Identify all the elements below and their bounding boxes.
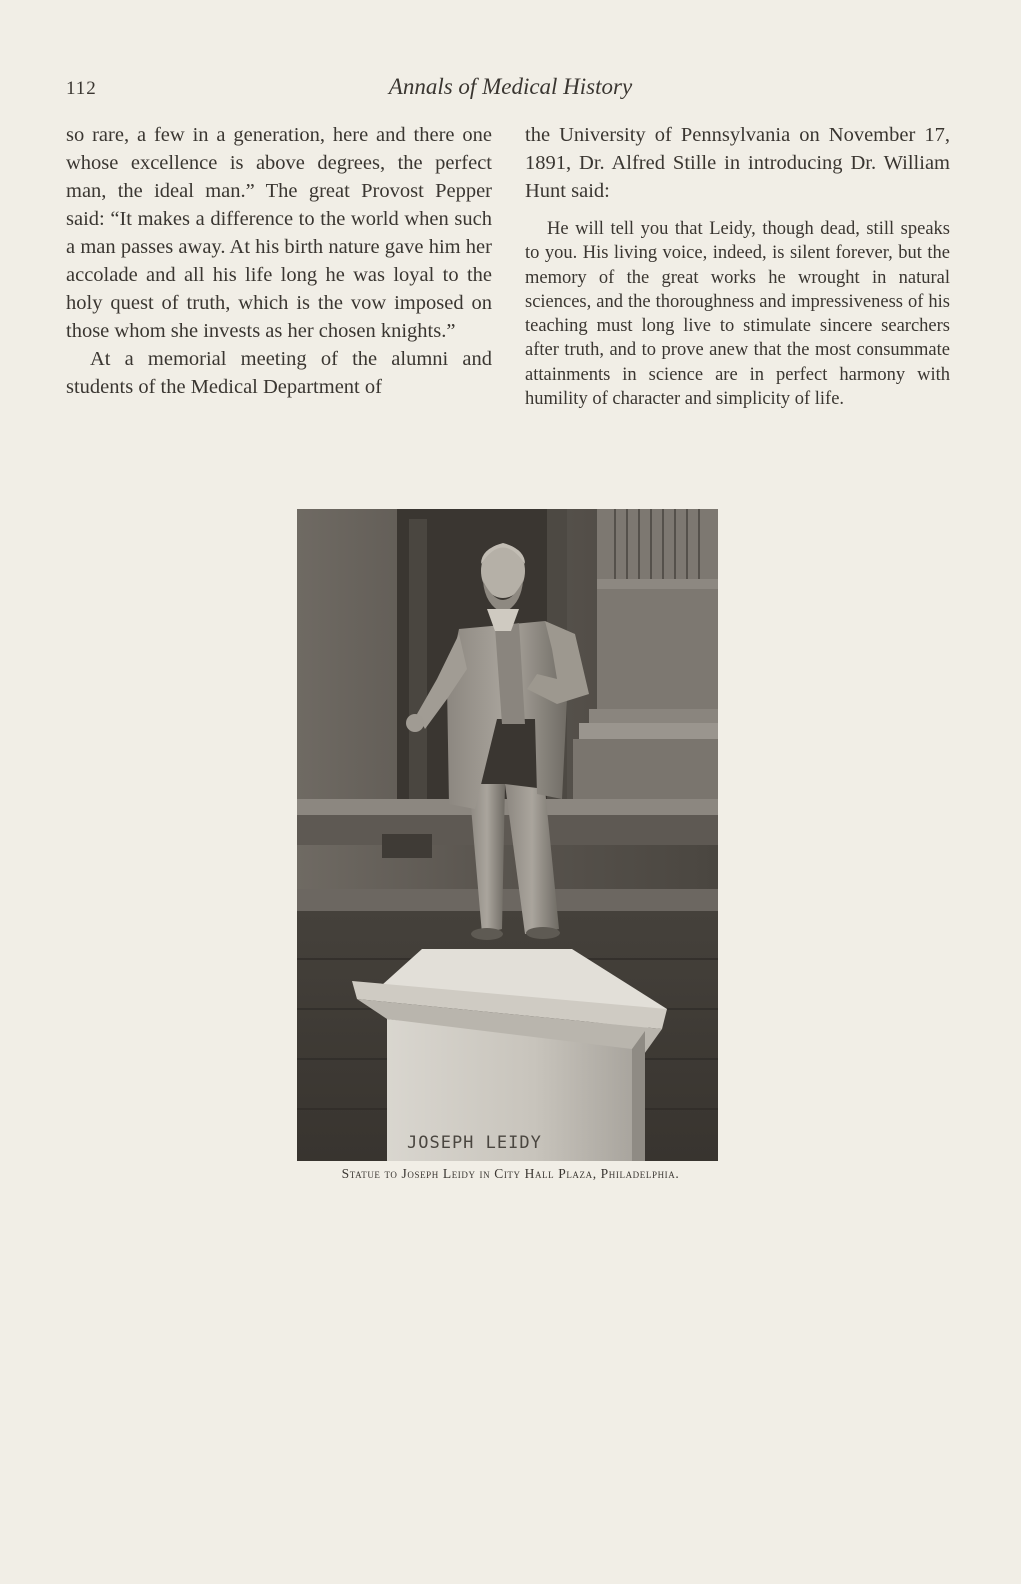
block-quote: He will tell you that Leidy, though dead, still speaks to you. His living voice, indeed, is silent forever, but the memory of the great works he wrought in natural sciences, and the thoroughness and impressiveness of his teaching must long live to stimulate sincere searchers after truth, and to prove anew that the most consummate attainments in science are in perfect harmony with humility of character and simplicity of life. (525, 219, 950, 410)
running-title: Annals of Medical History (388, 74, 633, 99)
left-column (66, 121, 492, 401)
page-number: 112 (66, 78, 97, 99)
figure-caption: Statue to Joseph Leidy in City Hall Plaza, Philadelphia. (341, 1166, 680, 1181)
left-paragraph-2: At a memorial meeting of the alumni and students of the Medical Department of (66, 348, 492, 398)
right-column (525, 121, 950, 411)
statue-photograph (297, 509, 718, 1161)
left-paragraph-1: so rare, a few in a generation, here and there one whose excellence is above degrees, the perfect man, the ideal man.” The great Provost Pepper said: “It makes a difference to the world when such a man passes away. At his birth nature gave him her accolade and all his life long he was loyal to the holy quest of truth, which is the vow imposed on those whom she invests as her chosen knights.” (66, 124, 492, 342)
right-paragraph-1: the University of Pennsylvania on November 17, 1891, Dr. Alfred Stille in introducing Dr. William Hunt said: (525, 124, 950, 202)
statue-photo-illustration (297, 509, 718, 1161)
pedestal-inscription: JOSEPH LEIDY (407, 1133, 542, 1153)
